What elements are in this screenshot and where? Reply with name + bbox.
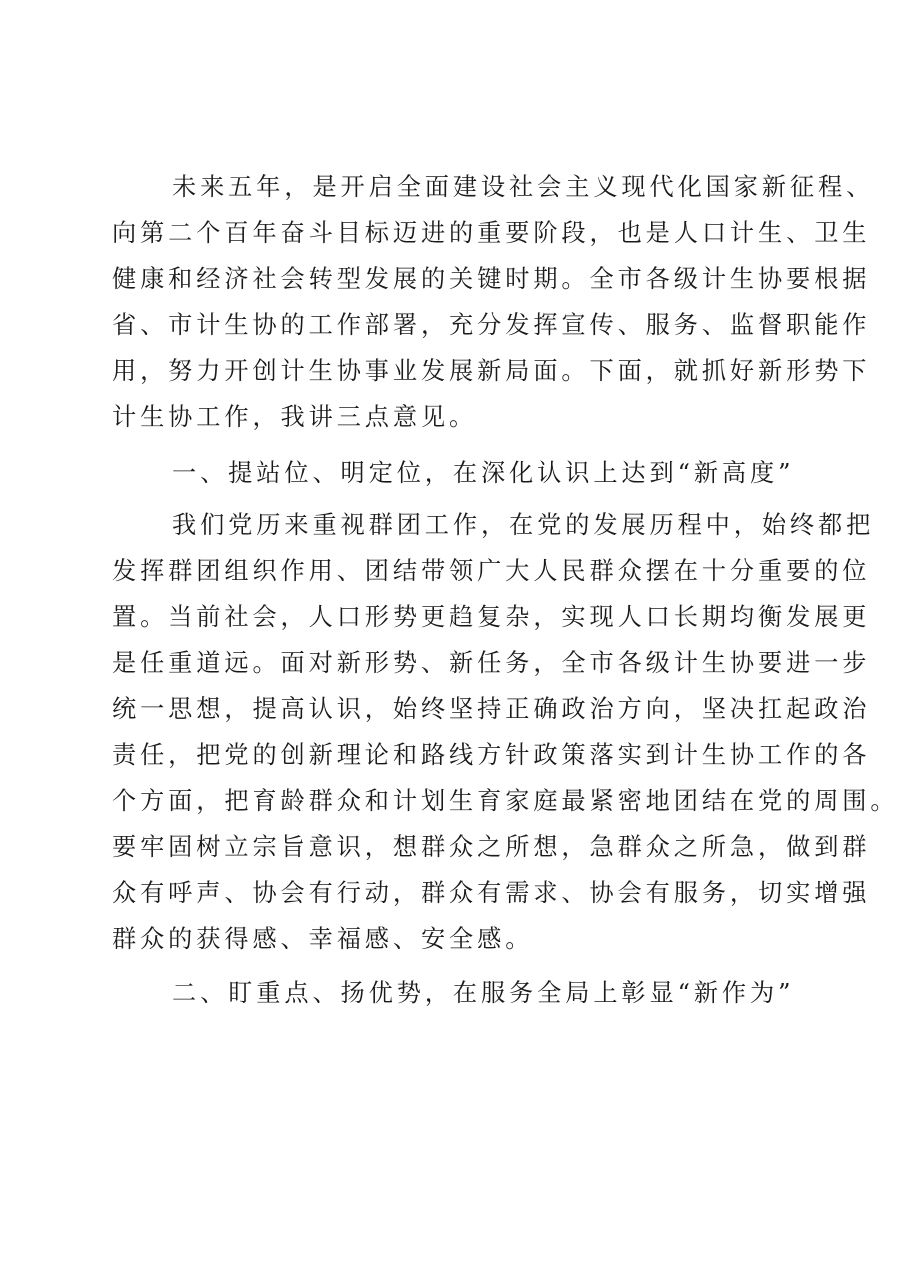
paragraph-1-line: 向第二个百年奋斗目标迈进的重要阶段，也是人口计生、卫生: [112, 219, 871, 247]
paragraph-2-line: 统一思想，提高认识，始终坚持正确政治方向，坚决扛起政治: [112, 695, 871, 723]
paragraph-2-line: 群众的获得感、幸福感、安全感。: [112, 925, 534, 953]
paragraph-2-line: 众有呼声、协会有行动，群众有需求、协会有服务，切实增强: [112, 879, 871, 907]
section-heading-2: 二、盯重点、扬优势，在服务全局上彰显“新作为”: [172, 979, 795, 1007]
paragraph-2-line: 要牢固树立宗旨意识，想群众之所想，急群众之所急，做到群: [112, 833, 871, 861]
paragraph-2-line: 发挥群团组织作用、团结带领广大人民群众摆在十分重要的位: [112, 557, 871, 585]
paragraph-2-line: 是任重道远。面对新形势、新任务，全市各级计生协要进一步: [112, 649, 871, 677]
paragraph-1-line: 未来五年，是开启全面建设社会主义现代化国家新征程、: [172, 173, 875, 201]
paragraph-2-line: 我们党历来重视群团工作，在党的发展历程中，始终都把: [172, 511, 875, 539]
paragraph-1-line: 用，努力开创计生协事业发展新局面。下面，就抓好新形势下: [112, 357, 871, 385]
paragraph-1-line: 计生协工作，我讲三点意见。: [112, 403, 478, 431]
paragraph-1-line: 省、市计生协的工作部署，充分发挥宣传、服务、监督职能作: [112, 311, 871, 339]
paragraph-1-line: 健康和经济社会转型发展的关键时期。全市各级计生协要根据: [112, 265, 871, 293]
paragraph-2-line: 置。当前社会，人口形势更趋复杂，实现人口长期均衡发展更: [112, 603, 871, 631]
paragraph-2-line: 责任，把党的创新理论和路线方针政策落实到计生协工作的各: [112, 741, 871, 769]
section-heading-1: 一、提站位、明定位，在深化认识上达到“新高度”: [172, 459, 795, 487]
paragraph-2-line: 个方面，把育龄群众和计划生育家庭最紧密地团结在党的周围。: [112, 787, 899, 815]
